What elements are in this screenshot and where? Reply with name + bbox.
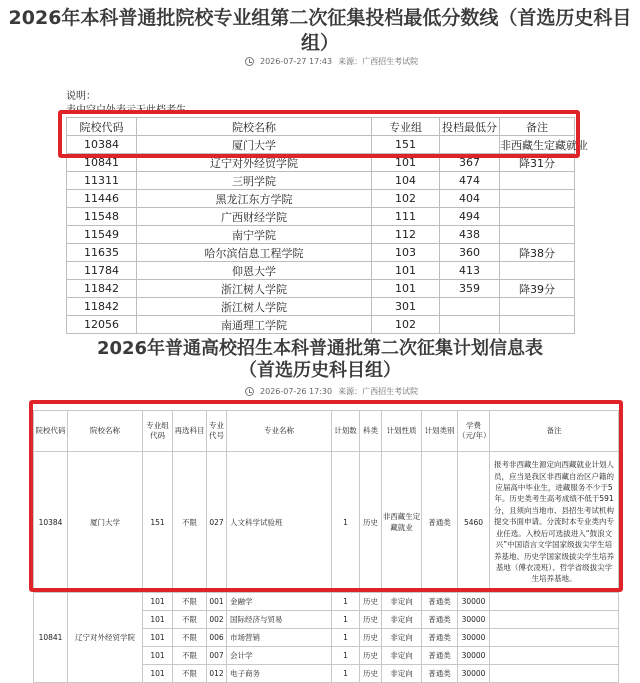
table-cell-remark — [490, 593, 619, 611]
table-cell: 10841 — [67, 154, 137, 172]
column-header: 专业名称 — [227, 411, 332, 452]
column-header: 院校代码 — [34, 411, 68, 452]
table-cell: 11446 — [67, 190, 137, 208]
table-cell: 非定向 — [382, 629, 422, 647]
table-cell — [440, 316, 500, 334]
table-cell: 30000 — [458, 611, 490, 629]
table-cell: 104 — [372, 172, 440, 190]
table-cell: 历史 — [360, 629, 382, 647]
table-cell — [500, 316, 575, 334]
table-cell: 102 — [372, 190, 440, 208]
table-cell: 金融学 — [227, 593, 332, 611]
table-cell: 11784 — [67, 262, 137, 280]
table-cell: 101 — [143, 647, 173, 665]
table-cell: 301 — [372, 298, 440, 316]
table-cell — [500, 298, 575, 316]
column-header: 院校名称 — [137, 118, 372, 136]
table-cell: 30000 — [458, 593, 490, 611]
table-cell: 普通类 — [422, 593, 458, 611]
table-cell-type: 普通类 — [422, 452, 458, 593]
table-cell: 不限 — [173, 665, 207, 683]
table-cell: 404 — [440, 190, 500, 208]
table-cell: 普通类 — [422, 611, 458, 629]
table-cell: 006 — [207, 629, 227, 647]
table-cell-category: 历史 — [360, 452, 382, 593]
table-cell-remark — [490, 629, 619, 647]
notice1-title-line1: 2026年本科普通批院校专业组第二次征集投档最低分数线（首选历史科目 — [8, 7, 632, 29]
table-cell-remark — [490, 611, 619, 629]
table-row — [67, 244, 575, 262]
notice2-title-line1: 2026年普通高校招生本科普通批第二次征集计划信息表 — [96, 338, 544, 359]
notice1-source: 来源：广西招生考试院 — [338, 57, 419, 66]
table-cell: 002 — [207, 611, 227, 629]
table-cell: 11842 — [67, 280, 137, 298]
table-cell: 11549 — [67, 226, 137, 244]
notice2-source: 来源：广西招生考试院 — [338, 387, 419, 396]
column-header: 备注 — [500, 118, 575, 136]
table-cell-major-code: 027 — [207, 452, 227, 593]
notice1-note-text: 表中空白处表示无此档考生。 — [66, 105, 196, 116]
table-cell: 南宁学院 — [137, 226, 372, 244]
table-cell-remark: 报考非西藏生源定向西藏就业计划人员，应当是我区非西藏自治区户籍的应届高中毕业生，进藏服务不少于5年。历史类考生高考成绩不低于591分，且须向当地市、县招生考试机构提交书面申请。分流时本专业类内专业任选。入校后可选拔进入“鼓浪文兴”中国语言文学国家级拔尖学生培养基地、历史学国家级拔尖学生培养基地（傅衣凌班）、哲学省级拔尖学生培养基地。 — [490, 452, 619, 593]
notice1-title-line2: 组） — [300, 32, 339, 54]
table-cell: 11635 — [67, 244, 137, 262]
table-cell: 非定向 — [382, 647, 422, 665]
notice2-title-line2: （首选历史科目组） — [239, 360, 401, 381]
table-cell — [440, 298, 500, 316]
table-cell: 101 — [372, 262, 440, 280]
table-cell — [500, 226, 575, 244]
table-cell: 市场营销 — [227, 629, 332, 647]
table-cell: 1 — [332, 611, 360, 629]
table-cell: 非西藏生定藏就业 — [500, 136, 575, 154]
table-cell: 1 — [332, 665, 360, 683]
table-cell: 30000 — [458, 647, 490, 665]
table-cell: 普通类 — [422, 629, 458, 647]
column-header: 学费 （元/年） — [458, 411, 490, 452]
column-header: 专业 代号 — [207, 411, 227, 452]
table-cell: 普通类 — [422, 647, 458, 665]
table-cell: 历史 — [360, 611, 382, 629]
column-header: 计划性质 — [382, 411, 422, 452]
table-cell: 不限 — [173, 647, 207, 665]
notice1-title — [0, 6, 640, 56]
table-cell-plan: 1 — [332, 452, 360, 593]
table-cell: 1 — [332, 593, 360, 611]
table-cell: 101 — [143, 611, 173, 629]
table-cell: 359 — [440, 280, 500, 298]
clock-icon — [245, 57, 254, 66]
highlight-box-1 — [58, 110, 580, 158]
table-cell: 11548 — [67, 208, 137, 226]
column-header: 专业组 代码 — [143, 411, 173, 452]
table-row — [67, 226, 575, 244]
table-cell — [500, 190, 575, 208]
column-header: 再选科目 — [173, 411, 207, 452]
table-cell: 101 — [143, 629, 173, 647]
notice2-meta — [245, 386, 418, 397]
table-cell: 438 — [440, 226, 500, 244]
table-cell: 历史 — [360, 647, 382, 665]
table-cell: 国际经济与贸易 — [227, 611, 332, 629]
table-cell: 103 — [372, 244, 440, 262]
table-cell: 三明学院 — [137, 172, 372, 190]
table-cell: 12056 — [67, 316, 137, 334]
table-cell: 南通理工学院 — [137, 316, 372, 334]
table-cell-nature: 非西藏生定藏就业 — [382, 452, 422, 593]
table-cell: 367 — [440, 154, 500, 172]
table-cell: 降38分 — [500, 244, 575, 262]
table-cell-code: 10841 — [34, 593, 68, 683]
column-header: 计划类别 — [422, 411, 458, 452]
table-cell: 360 — [440, 244, 500, 262]
table-cell: 30000 — [458, 665, 490, 683]
table-cell: 1 — [332, 647, 360, 665]
table-cell: 不限 — [173, 611, 207, 629]
table-cell: 非定向 — [382, 665, 422, 683]
table-cell: 11311 — [67, 172, 137, 190]
table-cell: 10384 — [67, 136, 137, 154]
table-cell: 仰恩大学 — [137, 262, 372, 280]
table-cell: 11842 — [67, 298, 137, 316]
table-cell: 会计学 — [227, 647, 332, 665]
table-cell: 普通类 — [422, 665, 458, 683]
table-cell-school: 厦门大学 — [68, 452, 143, 593]
table-cell: 474 — [440, 172, 500, 190]
table-cell-code: 10384 — [34, 452, 68, 593]
table-cell-fee: 5460 — [458, 452, 490, 593]
column-header: 院校名称 — [68, 411, 143, 452]
table-cell-subject: 不限 — [173, 452, 207, 593]
table-cell-group: 151 — [143, 452, 173, 593]
table-cell: 浙江树人学院 — [137, 280, 372, 298]
highlight-box-2 — [29, 400, 623, 592]
table-row — [67, 172, 575, 190]
table-cell — [500, 262, 575, 280]
table-cell: 黑龙江东方学院 — [137, 190, 372, 208]
table-cell-school: 辽宁对外经贸学院 — [68, 593, 143, 683]
table-cell: 不限 — [173, 629, 207, 647]
table-row — [67, 208, 575, 226]
column-header: 专业组 — [372, 118, 440, 136]
table-cell-major: 人文科学试验班 — [227, 452, 332, 593]
table-cell: 102 — [372, 316, 440, 334]
table-cell: 007 — [207, 647, 227, 665]
table-cell: 历史 — [360, 593, 382, 611]
table-cell — [500, 208, 575, 226]
table-cell-remark — [490, 647, 619, 665]
table-cell-remark — [490, 665, 619, 683]
table-cell: 101 — [372, 280, 440, 298]
table-cell: 不限 — [173, 593, 207, 611]
table-cell: 历史 — [360, 665, 382, 683]
table-cell: 111 — [372, 208, 440, 226]
table-cell: 1 — [332, 629, 360, 647]
column-header: 计划数 — [332, 411, 360, 452]
table-row — [67, 190, 575, 208]
notice1-note-title: 说明： — [66, 91, 96, 102]
table-cell: 广西财经学院 — [137, 208, 372, 226]
table-cell — [500, 172, 575, 190]
table-cell: 101 — [143, 665, 173, 683]
table-cell: 101 — [372, 154, 440, 172]
notice1-date: 2026-07-27 17:43 — [260, 57, 333, 66]
table-row — [67, 280, 575, 298]
table-cell: 413 — [440, 262, 500, 280]
table-cell: 哈尔滨信息工程学院 — [137, 244, 372, 262]
clock-icon — [245, 387, 254, 396]
column-header: 科类 — [360, 411, 382, 452]
column-header: 备注 — [490, 411, 619, 452]
notice1-meta — [245, 56, 418, 67]
table-row — [67, 298, 575, 316]
table-cell: 辽宁对外经贸学院 — [137, 154, 372, 172]
table-cell: 001 — [207, 593, 227, 611]
column-header: 院校代码 — [67, 118, 137, 136]
table-cell: 电子商务 — [227, 665, 332, 683]
table-cell: 112 — [372, 226, 440, 244]
table-cell: 494 — [440, 208, 500, 226]
table-cell: 非定向 — [382, 611, 422, 629]
table-cell: 非定向 — [382, 593, 422, 611]
table-cell: 浙江树人学院 — [137, 298, 372, 316]
table-cell: 厦门大学 — [137, 136, 372, 154]
notice2-date: 2026-07-26 17:30 — [260, 387, 333, 396]
table-row — [67, 316, 575, 334]
table-cell: 101 — [143, 593, 173, 611]
table-cell: 012 — [207, 665, 227, 683]
table-cell: 151 — [372, 136, 440, 154]
table-row — [34, 593, 619, 611]
table-cell: 降31分 — [500, 154, 575, 172]
column-header: 投档最低分 — [440, 118, 500, 136]
table-row — [67, 262, 575, 280]
table-cell: 30000 — [458, 629, 490, 647]
table-cell: 降39分 — [500, 280, 575, 298]
